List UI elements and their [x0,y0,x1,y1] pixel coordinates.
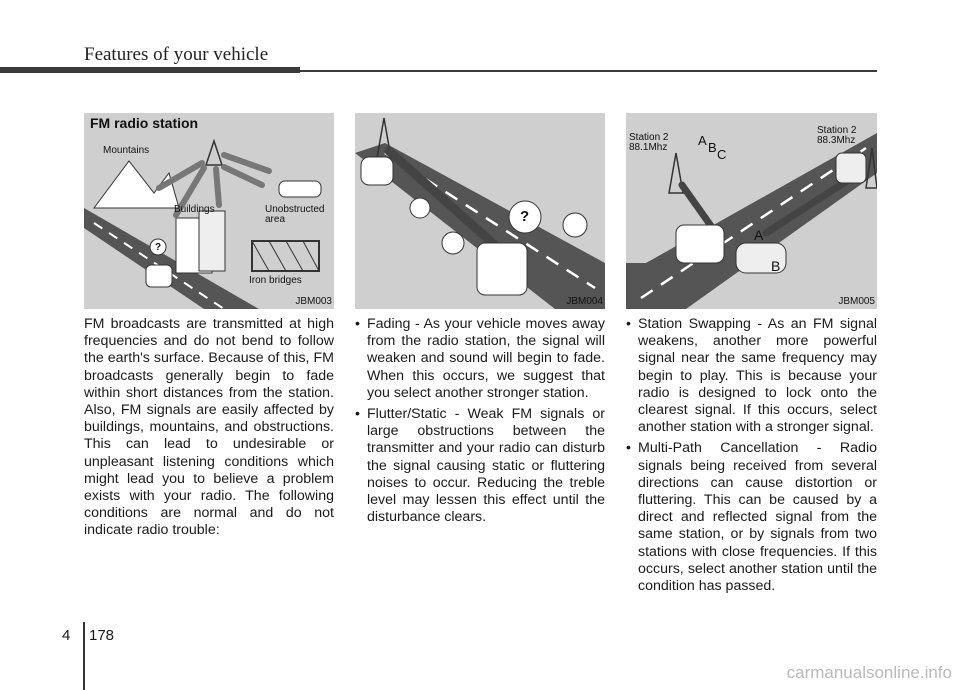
label-station-right: Station 2 [817,125,857,136]
figure-station-swapping [626,113,877,309]
label-freq-right: 88.3Mhz [817,135,856,146]
header-title: Features of your vehicle [84,44,269,65]
footer-divider [83,622,85,690]
chapter-number: 4 [62,627,71,644]
label-abc-b: B [708,140,717,155]
label-iron-bridges: Iron bridges [249,275,302,286]
label-unobstructed: Unobstructed [265,204,325,215]
label-area: area [265,214,286,225]
label-mountains: Mountains [103,145,150,156]
figure-code: JBM005 [838,296,875,307]
label-question: ? [155,242,162,253]
label-freq-left: 88.1Mhz [629,142,668,153]
label-buildings: Buildings [174,204,215,215]
column-2 [355,316,605,530]
column-1 [84,316,334,540]
figure-fading [355,113,605,309]
column-3 [626,316,877,599]
fading-illustration [355,113,605,309]
bullet-list [626,316,877,595]
list-item: • Multi-Path Cancellation - Radio signals being received from several directions can cause distortion or fluttering. This can be caused by a direct and reflected signal from the same station, or by signals from two stations with close frequencies. If this occurs, select another station until the condition has passed. [626,440,877,595]
label-question: ? [520,208,530,225]
label-station-left: Station 2 [629,132,669,143]
label-abc-a: A [698,133,707,148]
intro-paragraph: FM broadcasts are transmitted at high frequencies and do not bend to follow the earth's surface. Because of this, FM broadcasts generally begin to fade within short distances from the station. Also, FM signals are easily affected by buildings, mountains, and obstructions. This can lead to undesirable or unpleasant listening conditions which might lead you to believe a problem exists with your radio. The following conditions are normal and do not indicate radio trouble: [84,316,334,539]
label-abc-c: C [717,147,727,162]
label-car-a: A [754,227,764,243]
label-car-b: B [771,258,781,274]
list-item: • Fading - As your vehicle moves away from the radio station, the signal will weaken and sound will begin to fade. When this occurs, we suggest that you select another stronger station. [355,316,605,402]
watermark[interactable]: carmanualsonline.info [786,663,952,682]
header-rule-thin [300,70,877,72]
header-rule [0,67,877,73]
figure-fm-radio-station [84,113,334,309]
page-number: 178 [89,627,115,644]
figure-code: JBM004 [566,296,603,307]
list-item: • Flutter/Static - Weak FM signals or large obstructions between the transmitter and your radio can disturb the signal causing static or fluttering noises to occur. Reducing the treble level may lessen this effect until the disturbance clears. [355,406,605,526]
figure-title: FM radio station [90,115,199,131]
figure-code: JBM003 [295,296,332,307]
header-rule-thick [0,67,300,73]
list-item: • Station Swapping - As an FM signal weakens, another more powerful signal near the same frequency may begin to play. This is because your radio is designed to lock onto the clearest signal. If this occurs, select another station with a stronger signal. [626,316,877,436]
bullet-list [355,316,605,526]
